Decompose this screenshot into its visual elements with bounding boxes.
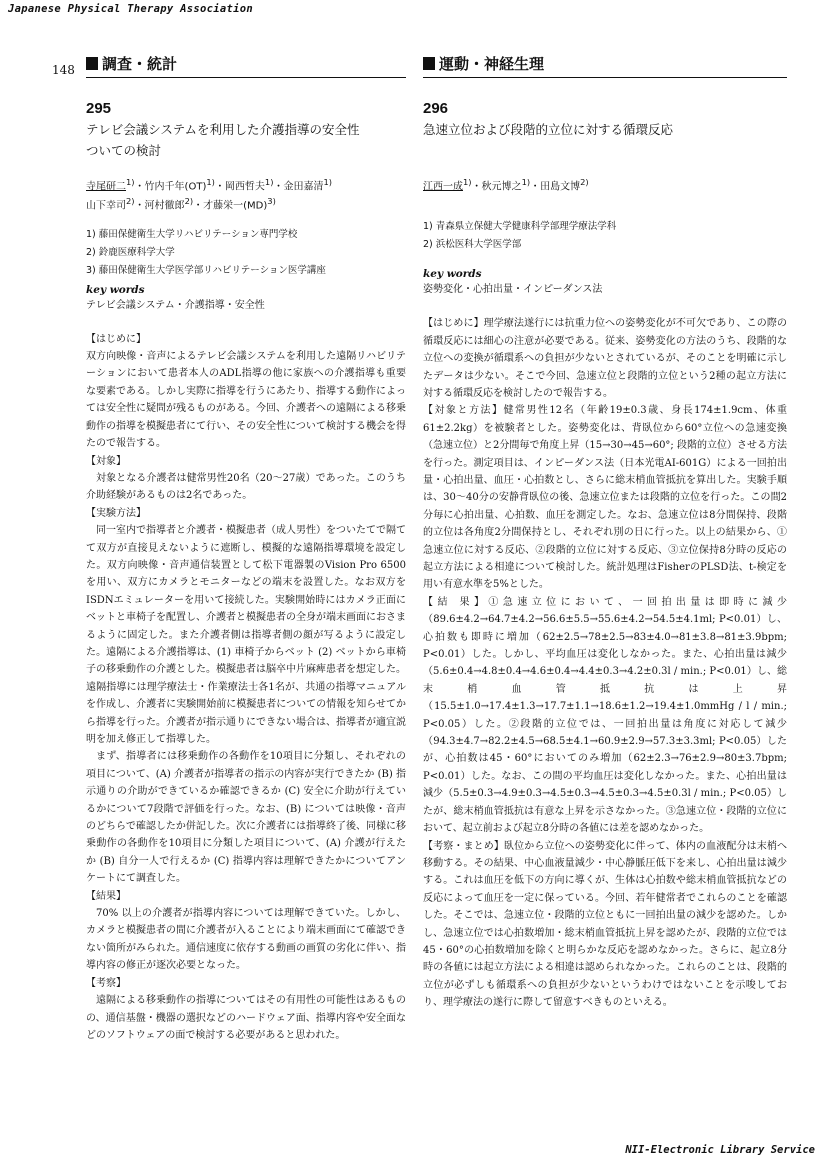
page-footer: NII-Electronic Library Service [625, 1144, 815, 1156]
abstract-body [423, 315, 787, 1011]
square-icon [423, 57, 435, 70]
subheading: 【実験方法】 [86, 507, 146, 519]
paragraph: まず、指導者には移乗動作の各動作を10項目に分類し、それぞれの項目について、(A) 介護者が指導者の指示の内容が実行できたか (B) 指示通りの介助ができているか確認できるか (C) 安全に介助が行えているかについて7段階で評価を行った。なお、(B) については映像・音声のどちらで確認したか併記した。次に介護者には指導終了後、同様に移乗動作の各動作を10項目に分類した項目について、(A) 介護が行えたか (B) 自分一人で行えるか (C) 指導内容は理解できたかについてアンケートにて調査した。 [86, 751, 406, 885]
author-name: 寺尾研二 [86, 181, 126, 193]
paragraph: 対象となる介護者は健常男性20名（20～27歳）であった。このうち介助経験があるものは2名であった。 [86, 472, 406, 502]
author-list: 江西一成$^{1)}$・秋元博之$^{1)}$・田島文博$^{2)}$ [423, 177, 589, 193]
author-name: ・秋元博之 [471, 181, 522, 193]
paragraph: 遠隔による移乗動作の指導についてはその有用性の可能性はあるものの、通信基盤・機器の選択などのハードウェア面、指導内容や安全面などのソフトウェアの面で検討する必要があると思われた。 [86, 995, 406, 1041]
page-header: Japanese Physical Therapy Association [8, 3, 253, 15]
keywords: 姿勢変化・心拍出量・インピーダンス法 [423, 284, 603, 296]
keywords: テレビ会議システム・介護指導・安全性 [86, 299, 265, 311]
paragraph: 【対象と方法】健常男性12名（年齢19±0.3歳、身長174±1.9cm、体重61±2.2kg）を被験者とした。姿勢変化は、背臥位から60°立位への急速変換（急速立位）と2分間毎で角度上昇（15→30→45→60°; 段階的立位）させる方法を行った。測定項目は、インピーダンス法（日本光電AI-601G）による一回拍出量・心拍出量、血圧・心拍数とし、さらに総末梢血管抵抗を算出した。実験手順は、30～40分の安静背臥位の後、急速立位または段階的立位を行った。この間2分毎に心拍出量、心拍数、血圧を測定した。なお、急速立位は8分間保持、段階的立位は各角度2分間保持とし、それぞれ別の日に行った。以上の結果から、①急速立位に対する反応、②段階的立位に対する反応、③立位保持8分時の反応の起立方法による相違について検討した。統計処理はFisherのPLSD法、t-検定を用い有意水準を5%とした。 [423, 405, 787, 591]
author-name: ・河村徹郎 [134, 200, 185, 212]
left-column [86, 52, 406, 1044]
author-list: 寺尾研二$^{1)}$・竹内千年(OT)$^{1)}$・岡西哲夫$^{1)}$・金田嘉清$^{1)}$ 山下幸司$^{2)}$・河村徹郎$^{2)}$・才藤栄一(MD)$^{3)}$ [86, 177, 333, 212]
paragraph: 70% 以上の介護者が指導内容については理解できていた。しかし、カメラと模擬患者の間に介護者が入ることにより端末画面にて確認できない箇所がみられた。通信速度に依存する動画の画質の劣化に伴い、指導内容の修正が逐次必要となった。 [86, 908, 406, 972]
section-heading-right: 運動・神経生理 [423, 52, 787, 78]
abstract-body [86, 331, 406, 1045]
section-heading-left: 調査・統計 [86, 52, 406, 78]
author-name: ・田島文博 [530, 181, 581, 193]
square-icon [86, 57, 98, 70]
paragraph: 【考察・まとめ】臥位から立位への姿勢変化に伴って、体内の血液配分は末梢へ移動する。その結果、中心血液量減少・中心静脈圧低下を来し、心拍出量は減少する。これは血圧を低下の方向に導くが、生体は心拍数や総末梢血管抵抗などの反応によって血圧を一定に保っている。今回、若年健常者でこれらのことを確認した。そこでは、急速立位・段階的立位ともに一回拍出量の減少を認めた。しかし、急速立位では心拍数増加・総末梢血管抵抗上昇を認めたが、段階的立位では45・60°の心拍数増加を除くと明らかな反応を認めなかった。さらに、起立8分時の各値には起立方法による相違は認められなかった。これらのことは、段階的立位が必ずしも循環系への負担が少ないというわけではないことを示唆しており、理学療法の遂行に際して留意すべきものといえる。 [423, 840, 787, 1009]
author-name: ・金田嘉清 [273, 181, 324, 193]
author-name: ・岡西哲夫 [214, 181, 265, 193]
author-name: 江西一成 [423, 181, 463, 193]
author-name: 山下幸司 [86, 200, 126, 212]
paragraph: 【結 果】①急速立位において、一回拍出量は即時に減少（89.6±4.2→64.7±4.2→56.6±5.5→55.6±4.2→54.5±4.1ml; P<0.01）し、心拍数も即時に増加（62±2.5→78±2.5→83±4.0→81±3.8→81±3.9bpm; P<0.01）した。しかし、平均血圧は変化しなかった。また、心拍出量は減少（5.6±0.4→4.8±0.4→4.6±0.4→4.4±0.3→4.2±0.3l / min.; P<0.01）し、総末梢血管抵抗は上昇（15.5±1.0→17.4±1.3→17.7±1.1→18.6±1.2→19.4±1.0mmHg / l / min.; P<0.05）した。②段階的立位では、一回拍出量は角度に対応して減少（94.3±4.7→82.2±4.5→68.5±4.1→60.9±2.9→57.3±3.3ml; P<0.05）したが、心拍数は45・60°においてのみ増加（62±2.3→76±2.9→80±3.7bpm; P<0.01）した。なお、この間の平均血圧は変化しなかった。また、心拍出量は減少（5.5±0.3→4.9±0.3→4.5±0.3→4.5±0.3→4.5±0.3l / min.; P<0.05）したが、総末梢血管抵抗は有意な上昇を示さなかった。③急速立位・段階的立位において、起立前および起立8分時の各値には差を認めなかった。 [423, 596, 787, 835]
subheading: 【結果】 [86, 890, 126, 902]
abstract-number: 296 [423, 100, 449, 117]
subheading: 【はじめに】 [86, 333, 146, 345]
affiliation-list: 1) 藤田保健衛生大学リハビリテーション専門学校 2) 鈴鹿医療科学大学 3) 藤田保健衛生大学医学部リハビリテーション医学講座 [86, 228, 326, 276]
paragraph: 同一室内で指導者と介護者・模擬患者（成人男性）をついたてで隔てて双方が直接見えないように遮断し、模擬的な遠隔指導環境を設定した。双方向映像・音声通信装置として松下電器製のVision Pro 6500を用い、双方にカメラとモニターなどの端末を設置した。なお双方をISDNエミュレーターを用いて接続した。実験開始時にはカメラ正面にベットと車椅子を配置し、介護者と模擬患者の全身が端末画面におさまるように固定した。また介護者側は指導者側の顔が写るように設定した。遠隔による介護指導は、(1) 車椅子からベット (2) ベットから車椅子の移乗動作の介護とした。模擬患者は脳卒中片麻痺患者を想定した。遠隔指導には理学療法士・作業療法士各1名が、共通の指導マニュアルを作成し、介護者に実験開始前に模擬患者についての情報を知らせてから指導を行った。介護者が指示通りにできない場合は、指導者が適宜説明を加え修正して指導した。 [86, 525, 406, 745]
abstract-title: テレビ会議システムを利用した介護指導の安全性 ついての検討 [86, 122, 360, 158]
page-number: 148 [52, 63, 75, 77]
author-name: ・竹内千年(OT) [134, 181, 207, 193]
paragraph: 【はじめに】理学療法遂行には抗重力位への姿勢変化が不可欠であり、この際の循環反応には細心の注意が必要である。従来、姿勢変化の方法のうち、段階的な立位への変換が循環系への負担が少ないとされているが、そのことを明確に示したデータは少ない。そこで今回、急速立位と段階的立位という2種の起立方法に対する循環反応を検討したので報告する。 [423, 318, 787, 399]
abstract-number: 295 [86, 100, 112, 117]
keywords-label: key words [86, 283, 145, 296]
subheading: 【考察】 [86, 977, 126, 989]
affiliation-list: 1) 青森県立保健大学健康科学部理学療法学科 2) 浜松医科大学医学部 [423, 221, 617, 251]
keywords-label: key words [423, 268, 482, 281]
paragraph: 双方向映像・音声によるテレビ会議システムを利用した遠隔リハビリテーションにおいて患者本人のADL指導の他に家族への介護指導も重要な要素である。しかし実際に指導を行うにあたり、指導する動作によっては安全性に疑問が残るものがある。今回、介護者への遠隔による移乗動作の指導を模擬患者にて行い、その安全性について検討する機会を得たので報告する。 [86, 351, 406, 450]
subheading: 【対象】 [86, 455, 126, 467]
author-name: ・才藤栄一(MD) [193, 200, 268, 212]
abstract-title: 急速立位および段階的立位に対する循環反応 [423, 122, 674, 137]
right-column [423, 52, 787, 1012]
